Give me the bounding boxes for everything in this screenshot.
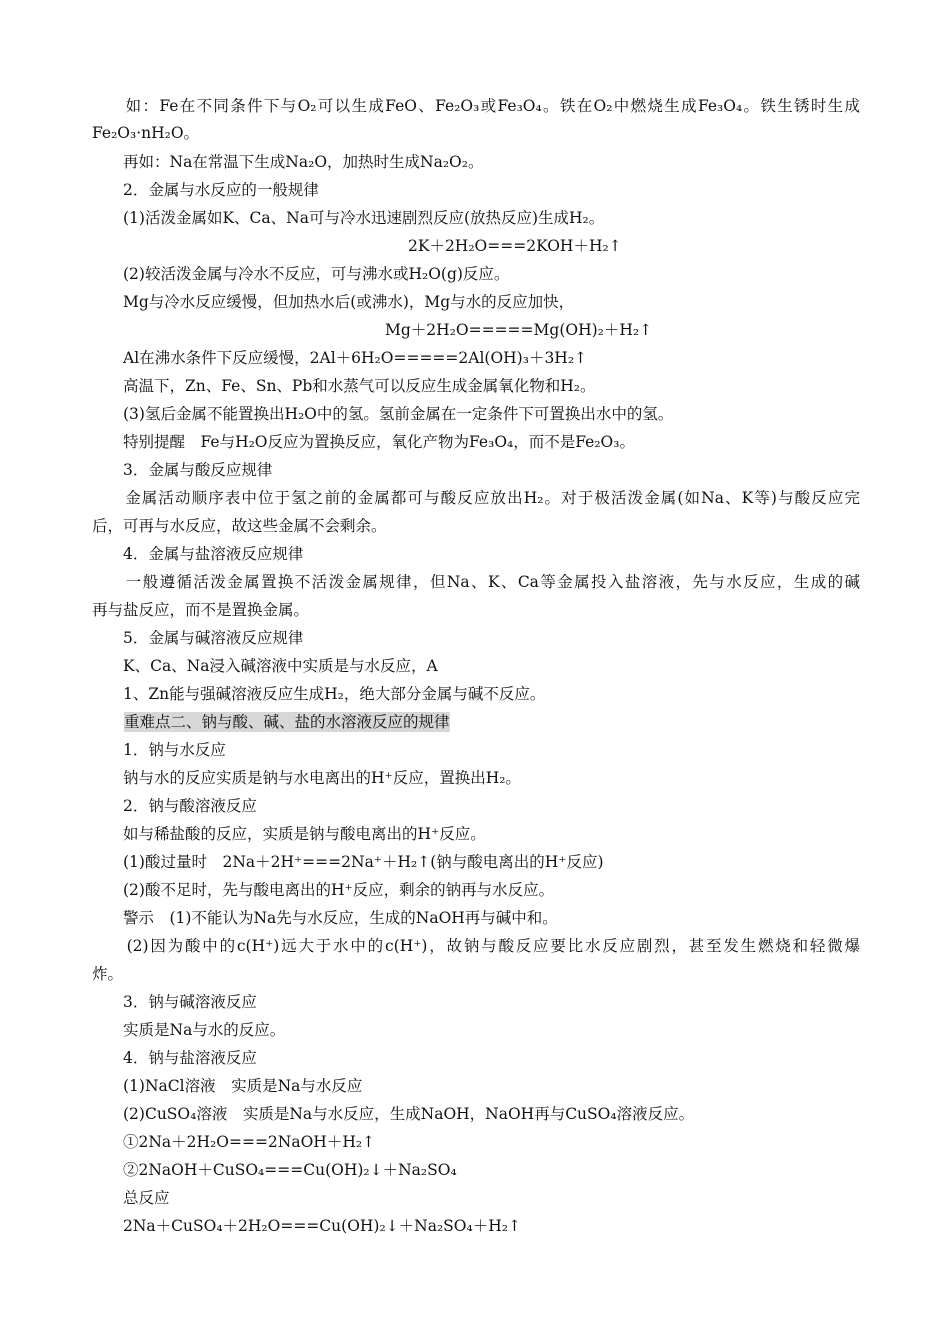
highlighted-heading: 重难点二、钠与酸、碱、盐的水溶液反应的规律 xyxy=(124,713,450,731)
text-line: Al在沸水条件下反应缓慢，2Al＋6H₂O=====2Al(OH)₃＋3H₂↑ xyxy=(92,349,588,367)
text-line: 炸。 xyxy=(92,965,124,983)
equation: 2K＋2H₂O===2KOH＋H₂↑ xyxy=(408,237,622,255)
equation: ②2NaOH＋CuSO₄===Cu(OH)₂↓＋Na₂SO₄ xyxy=(92,1161,457,1179)
equation: ①2Na＋2H₂O===2NaOH＋H₂↑ xyxy=(92,1133,376,1151)
text-line: (2)因为酸中的c(H⁺)远大于水中的c(H⁺)，故钠与酸反应要比水反应剧烈，甚至发生燃烧和轻微爆 xyxy=(92,937,860,955)
text-line: 再与盐反应，而不是置换金属。 xyxy=(92,601,310,619)
text-line: Fe₂O₃·nH₂O。 xyxy=(92,124,200,142)
text-line: 一般遵循活泼金属置换不活泼金属规律，但Na、K、Ca等金属投入盐溶液，先与水反应，生成的碱 xyxy=(92,573,860,591)
equation: 2Na＋CuSO₄＋2H₂O===Cu(OH)₂↓＋Na₂SO₄＋H₂↑ xyxy=(92,1217,521,1235)
text-line: (1)活泼金属如K、Ca、Na可与冷水迅速剧烈反应(放热反应)生成H₂。 xyxy=(92,209,605,227)
text-line: 1、Zn能与强碱溶液反应生成H₂，绝大部分金属与碱不反应。 xyxy=(92,685,546,703)
text-line: (2)CuSO₄溶液 实质是Na与水反应，生成NaOH，NaOH再与CuSO₄溶液反应。 xyxy=(92,1105,695,1123)
section-heading: 3．钠与碱溶液反应 xyxy=(92,993,257,1011)
text-line: 如与稀盐酸的反应，实质是钠与酸电离出的H⁺反应。 xyxy=(92,825,486,843)
text-line: 金属活动顺序表中位于氢之前的金属都可与酸反应放出H₂。对于极活泼金属(如Na、K等)与酸反应完 xyxy=(92,489,860,507)
text-line: (2)酸不足时，先与酸电离出的H⁺反应，剩余的钠再与水反应。 xyxy=(92,881,555,899)
section-heading: 1．钠与水反应 xyxy=(92,741,226,759)
section-heading: 5．金属与碱溶液反应规律 xyxy=(92,629,304,647)
text-line: K、Ca、Na浸入碱溶液中实质是与水反应，A xyxy=(92,657,438,675)
text-line: 如：Fe在不同条件下与O₂可以生成FeO、Fe₂O₃或Fe₃O₄。铁在O₂中燃烧生成Fe₃O₄。铁生锈时生成 xyxy=(92,97,860,115)
text-line: (2)较活泼金属与冷水不反应，可与沸水或H₂O(g)反应。 xyxy=(92,265,510,283)
text-line: 钠与水的反应实质是钠与水电离出的H⁺反应，置换出H₂。 xyxy=(92,769,521,787)
text-line: Mg与冷水反应缓慢，但加热水后(或沸水)，Mg与水的反应加快， xyxy=(92,293,575,311)
text-line: 警示 (1)不能认为Na先与水反应，生成的NaOH再与碱中和。 xyxy=(92,909,558,927)
text-line: 总反应 xyxy=(92,1189,170,1207)
text-line: 后，可再与水反应，故这些金属不会剩余。 xyxy=(92,517,387,535)
section-heading: 4．钠与盐溶液反应 xyxy=(92,1049,257,1067)
text-line: (1)酸过量时 2Na＋2H⁺===2Na⁺＋H₂↑(钠与酸电离出的H⁺反应) xyxy=(92,853,604,871)
section-heading: 2．金属与水反应的一般规律 xyxy=(92,181,319,199)
section-heading: 3．金属与酸反应规律 xyxy=(92,461,273,479)
text-line: (3)氢后金属不能置换出H₂O中的氢。氢前金属在一定条件下可置换出水中的氢。 xyxy=(92,405,674,423)
text-line: 实质是Na与水的反应。 xyxy=(92,1021,286,1039)
text-line: 特别提醒 Fe与H₂O反应为置换反应，氧化产物为Fe₃O₄，而不是Fe₂O₃。 xyxy=(92,433,635,451)
text-line: (1)NaCl溶液 实质是Na与水反应 xyxy=(92,1077,363,1095)
equation: Mg＋2H₂O=====Mg(OH)₂＋H₂↑ xyxy=(385,321,653,339)
section-heading: 4．金属与盐溶液反应规律 xyxy=(92,545,304,563)
text-line: 高温下，Zn、Fe、Sn、Pb和水蒸气可以反应生成金属氧化物和H₂。 xyxy=(92,377,596,395)
section-heading: 2．钠与酸溶液反应 xyxy=(92,797,257,815)
text-line: 再如：Na在常温下生成Na₂O，加热时生成Na₂O₂。 xyxy=(92,153,484,171)
